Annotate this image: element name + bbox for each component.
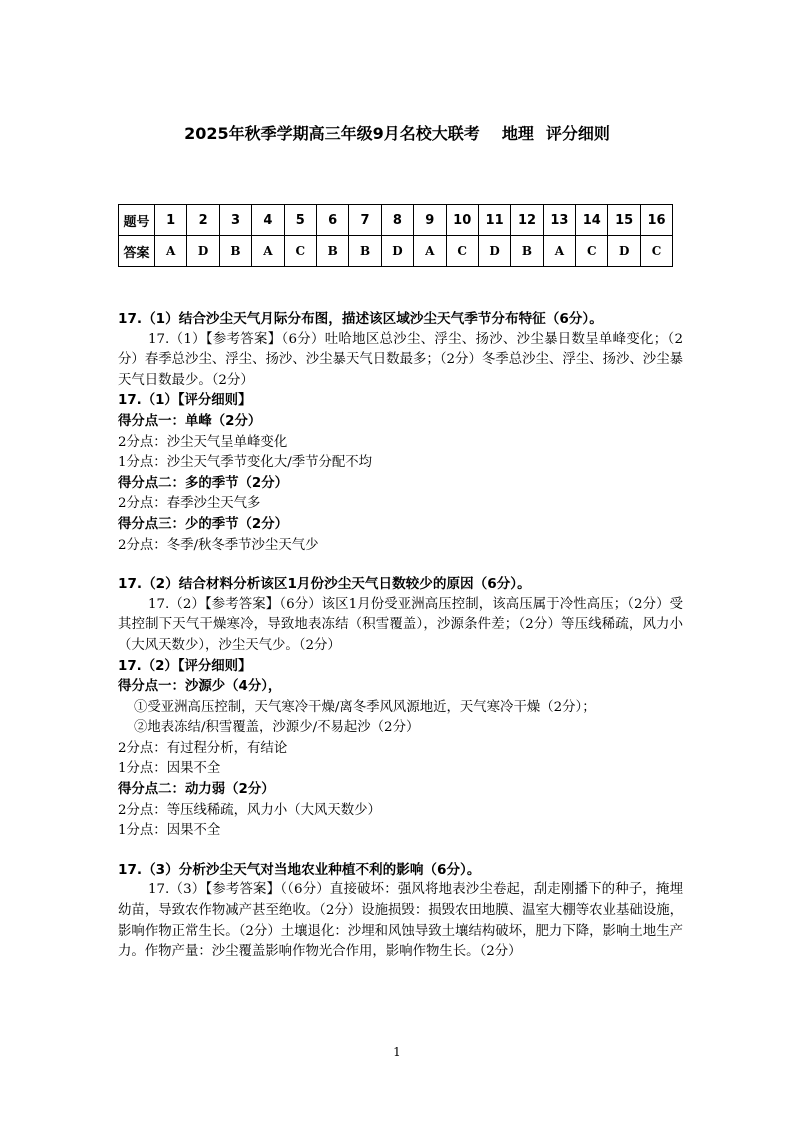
table-cell: D [608,236,640,267]
scoring-point-heading: 得分点一：沙源少（4分）， [118,679,282,695]
table-cell: 16 [640,205,672,236]
table-cell: 7 [349,205,381,236]
table-cell: A [414,236,446,267]
table-cell: 12 [511,205,543,236]
table-cell: B [511,236,543,267]
table-cell: 15 [608,205,640,236]
page-title: 2025年秋季学期高三年级9月名校大联考 地理 评分细则 [184,124,610,143]
scoring-point-heading: 得分点二：动力弱（2分） [118,782,275,798]
scoring-rule: 2分点：沙尘天气呈单峰变化 [118,434,288,450]
table-cell: B [316,236,348,267]
scoring-rule: 1分点：因果不全 [118,761,221,777]
table-cell: 3 [219,205,251,236]
answer-table [118,204,673,267]
scoring-rule: 1分点：因果不全 [118,823,221,839]
table-cell: 6 [316,205,348,236]
table-cell: 13 [543,205,575,236]
table-header-answer: 答案 [119,236,155,267]
question-number-row [119,205,673,236]
question-17-3-heading: 17.（3）分析沙尘天气对当地农业种植不利的影响（6分）。 [118,861,481,878]
table-cell: B [219,236,251,267]
scoring-sub-rule: ①受亚洲高压控制，天气寒冷干燥/离冬季风风源地近，天气寒冷干燥（2分）； [134,699,596,715]
table-cell: C [640,236,672,267]
scoring-rule: 2分点：冬季/秋冬季节沙尘天气少 [118,537,319,553]
table-cell: 14 [576,205,608,236]
table-cell: C [284,236,316,267]
table-cell: 1 [155,205,187,236]
table-cell: 4 [252,205,284,236]
scoring-rule: 2分点：春季沙尘天气多 [118,496,261,512]
question-17-1-rubric-heading: 17.（1）【评分细则】 [118,393,252,409]
scoring-rule: 2分点：有过程分析，有结论 [118,740,288,756]
answer-row [119,236,673,267]
table-cell: 5 [284,205,316,236]
table-cell: 11 [478,205,510,236]
question-17-1-heading: 17.（1）结合沙尘天气月际分布图，描述该区域沙尘天气季节分布特征（6分）。 [118,311,603,327]
table-cell: D [478,236,510,267]
table-cell: 10 [446,205,478,236]
table-cell: C [446,236,478,267]
question-17-1-reference-answer: 17.（1）【参考答案】（6分）吐哈地区总沙尘、浮尘、扬沙、沙尘暴日数呈单峰变化；（2分）春季总沙尘、浮尘、扬沙、沙尘暴天气日数最多；（2分）冬季总沙尘、浮尘、扬沙、沙尘暴天气日数最少。（2分） [118,331,683,388]
question-17-1-section [118,309,683,963]
table-cell: C [576,236,608,267]
table-cell: D [381,236,413,267]
table-cell: A [543,236,575,267]
table-cell: B [349,236,381,267]
scoring-rule: 2分点：等压线稀疏，风力小（大风天数少） [118,802,381,818]
page-number: 1 [393,1045,401,1059]
scoring-point-heading: 得分点一：单峰（2分） [118,413,262,429]
table-header-number: 题号 [119,205,155,236]
table-cell: A [252,236,284,267]
table-cell: A [155,236,187,267]
scoring-rule: 1分点：沙尘天气季节变化大/季节分配不均 [118,455,373,471]
table-cell: 2 [187,205,219,236]
question-17-2-heading: 17.（2）结合材料分析该区1月份沙尘天气日数较少的原因（6分）。 [118,576,531,593]
scoring-point-heading: 得分点二：多的季节（2分） [118,475,289,491]
question-17-3-reference-answer: 17.（3）【参考答案】（（6分）直接破坏：强风将地表沙尘卷起，刮走刚播下的种子，掩埋幼苗，导致农作物减产甚至绝收。（2分）设施损毁：损毁农田地膜、温室大棚等农业基础设施，影响作物正常生长。（2分）土壤退化：沙埋和风蚀导致土壤结构破坏，肥力下降，影响土地生产力。作物产量：沙尘覆盖影响作物光合作用，影响作物生长。（2分） [118,882,683,960]
question-17-2-rubric-heading: 17.（2）【评分细则】 [118,658,252,674]
scoring-point-heading: 得分点三：少的季节（2分） [118,516,289,532]
question-17-2-reference-answer: 17.（2）【参考答案】（6分）该区1月份受亚洲高压控制，该高压属于冷性高压；（2分）受其控制下天气干燥寒冷，导致地表冻结（积雪覆盖），沙源条件差；（2分）等压线稀疏，风力小（大风天数少），沙尘天气少。（2分） [118,596,683,653]
table-cell: 8 [381,205,413,236]
table-cell: 9 [414,205,446,236]
table-cell: D [187,236,219,267]
scoring-sub-rule: ②地表冻结/积雪覆盖，沙源少/不易起沙（2分） [134,720,420,736]
